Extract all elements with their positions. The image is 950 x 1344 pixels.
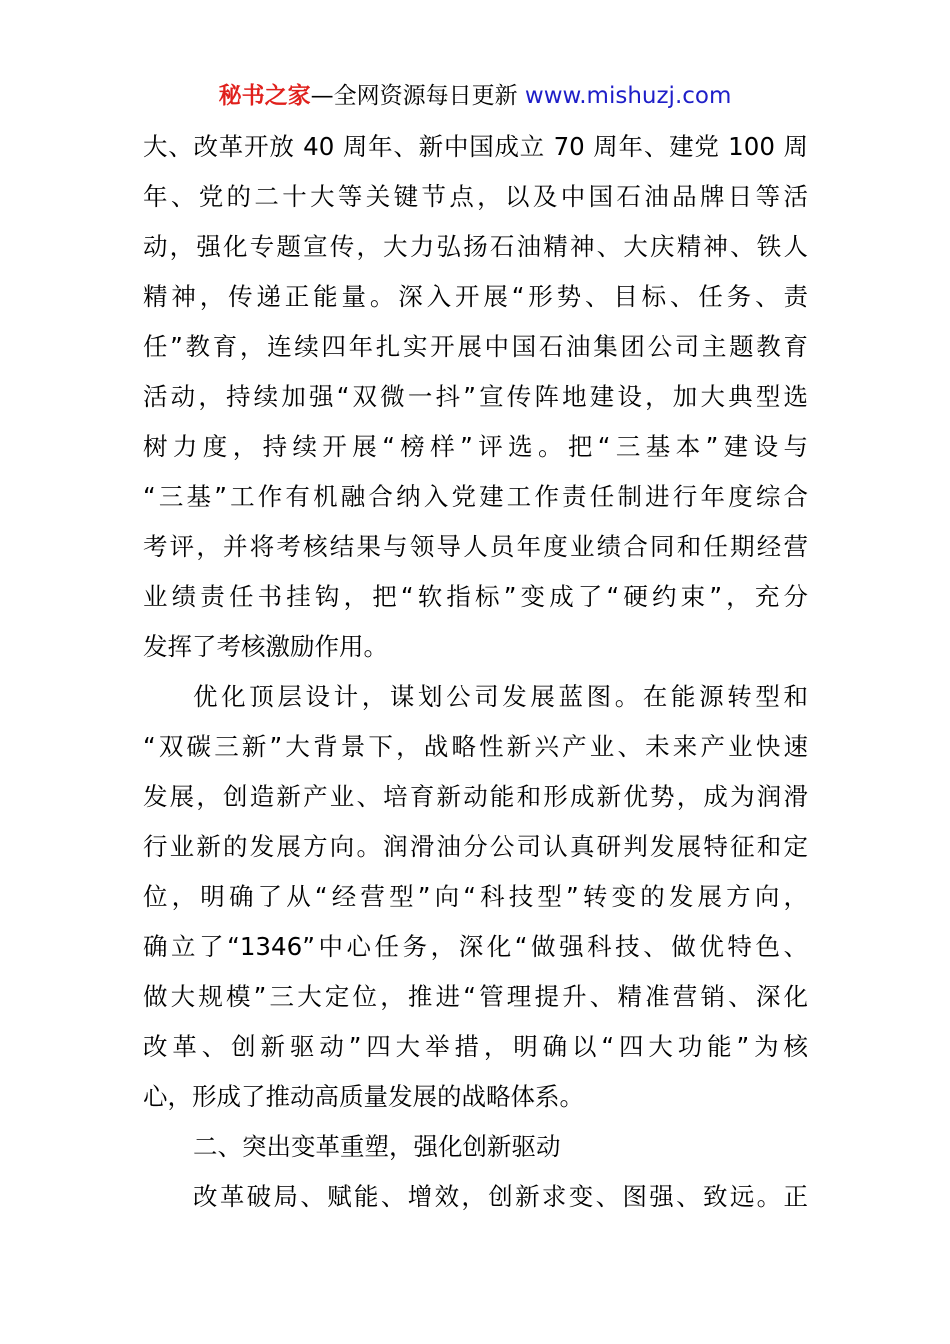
text-line: 改革、创新驱动”四大举措，明确以“四大功能”为核 xyxy=(143,1032,808,1061)
text-line: 行业新的发展方向。润滑油分公司认真研判发展特征和定 xyxy=(143,832,808,861)
site-header xyxy=(0,80,950,112)
text-line: 考评，并将考核结果与领导人员年度业绩合同和任期经营 xyxy=(143,532,808,561)
text-line: 年、党的二十大等关键节点，以及中国石油品牌日等活 xyxy=(143,182,808,211)
text-line: 心，形成了推动高质量发展的战略体系。 xyxy=(143,1082,584,1111)
text-line: 位，明确了从“经营型”向“科技型”转变的发展方向， xyxy=(143,882,808,911)
text-line: 确立了“1346”中心任务，深化“做强科技、做优特色、 xyxy=(143,932,808,961)
text-line: 精神，传递正能量。深入开展“形势、目标、任务、责 xyxy=(143,282,808,311)
text-line: 做大规模”三大定位，推进“管理提升、精准营销、深化 xyxy=(143,982,808,1011)
text-line: 发展，创造新产业、培育新动能和形成新优势，成为润滑 xyxy=(143,782,808,811)
text-line: 任”教育，连续四年扎实开展中国石油集团公司主题教育 xyxy=(143,332,808,361)
text-line: 业绩责任书挂钩，把“软指标”变成了“硬约束”，充分 xyxy=(143,582,808,611)
paragraph-first-line: 改革破局、赋能、增效，创新求变、图强、致远。正 xyxy=(193,1182,808,1211)
paragraph-first-line: 优化顶层设计，谋划公司发展蓝图。在能源转型和 xyxy=(193,682,808,711)
text-line: 大、改革开放 40 周年、新中国成立 70 周年、建党 100 周 xyxy=(143,132,808,161)
section-heading: 二、突出变革重塑，强化创新驱动 xyxy=(193,1132,561,1161)
text-line: 树力度，持续开展“榜样”评选。把“三基本”建设与 xyxy=(143,432,808,461)
text-line: “双碳三新”大背景下，战略性新兴产业、未来产业快速 xyxy=(143,732,808,761)
document-body xyxy=(143,122,808,1222)
text-line: 发挥了考核激励作用。 xyxy=(143,632,388,661)
site-url-link[interactable]: www.mishuzj.com xyxy=(524,83,732,109)
text-line: 动，强化专题宣传，大力弘扬石油精神、大庆精神、铁人 xyxy=(143,232,808,261)
site-tagline: —全网资源每日更新 xyxy=(310,83,525,109)
text-line: 活动，持续加强“双微一抖”宣传阵地建设，加大典型选 xyxy=(143,382,808,411)
site-brand: 秘书之家 xyxy=(218,83,311,109)
text-line: “三基”工作有机融合纳入党建工作责任制进行年度综合 xyxy=(143,482,808,511)
